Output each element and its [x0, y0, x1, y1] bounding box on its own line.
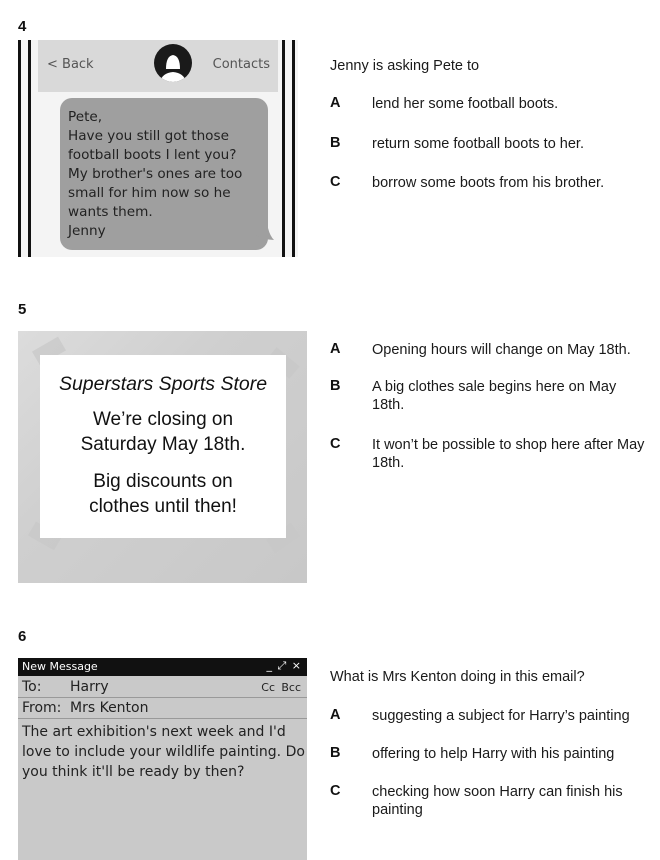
phone-frame-left: [18, 40, 21, 257]
question-number-4: 4: [18, 18, 27, 35]
q5-option-c-text: It won’t be possible to shop here after May 18th.: [372, 437, 645, 471]
question-number-5: 5: [18, 301, 27, 318]
contacts-link: Contacts: [212, 57, 270, 72]
email-cc-label: Cc: [261, 681, 275, 694]
email-window-image: [18, 658, 307, 860]
back-link: < Back: [47, 57, 94, 72]
q4-prompt: Jenny is asking Pete to: [330, 58, 480, 74]
q6-option-c-letter: C: [330, 783, 341, 799]
q6-option-a-text: suggesting a subject for Harry’s painting: [372, 708, 630, 724]
email-to-row: [18, 677, 307, 698]
q5-option-b-text: A big clothes sale begins here on May 18th.: [372, 379, 617, 413]
sign-line-4: clothes until then!: [89, 496, 237, 517]
q4-option-c-letter: C: [330, 174, 341, 190]
email-titlebar: [18, 658, 307, 676]
person-avatar-icon: [154, 44, 192, 82]
q5-option-a-letter: A: [330, 341, 341, 357]
email-body: The art exhibition's next week and I'd love to include your wildlife painting. Do you think it'll be ready by then?: [22, 724, 305, 780]
email-bcc-label: Bcc: [281, 681, 301, 694]
q6-option-b-letter: B: [330, 745, 341, 761]
email-to-value: Harry: [70, 679, 109, 695]
q4-option-b-letter: B: [330, 135, 341, 151]
email-from-row: [18, 698, 307, 719]
phone-frame-right-inner: [282, 40, 285, 257]
q4-option-b-text: return some football boots to her.: [372, 136, 584, 152]
window-controls-icon: _ ⤢ ×: [266, 659, 302, 672]
q4-option-a-text: lend her some football boots.: [372, 96, 559, 112]
bubble-tail: [254, 228, 274, 242]
phone-frame-right: [292, 40, 295, 257]
sign-line-1: We’re closing on: [92, 409, 234, 430]
q5-option-b-letter: B: [330, 378, 341, 394]
email-from-value: Mrs Kenton: [70, 700, 149, 716]
message-bubble: Pete, Have you still got those football boots I lent you? My brother's ones are too small for him now so he wants them. Jenny: [60, 98, 268, 250]
q6-option-c-text: checking how soon Harry can finish his painting: [372, 784, 623, 818]
sign-store-name: Superstars Sports Store: [58, 373, 268, 395]
q4-option-a-letter: A: [330, 95, 341, 111]
sign-card: [40, 355, 286, 538]
q4-option-c-text: borrow some boots from his brother.: [372, 175, 605, 191]
phone-header: [38, 40, 278, 92]
email-to-label: To:: [22, 679, 42, 695]
email-window-title: New Message: [22, 660, 98, 673]
phone-message-image: [18, 40, 298, 257]
question-number-6: 6: [18, 628, 27, 645]
phone-frame-left-inner: [28, 40, 31, 257]
q6-option-a-letter: A: [330, 707, 341, 723]
q5-option-a-text: Opening hours will change on May 18th.: [372, 342, 631, 358]
email-from-label: From:: [22, 700, 62, 716]
q6-option-b-text: offering to help Harry with his painting: [372, 746, 615, 762]
q6-prompt: What is Mrs Kenton doing in this email?: [330, 669, 585, 685]
q5-option-c-letter: C: [330, 436, 341, 452]
sign-line-2: Saturday May 18th.: [80, 434, 246, 455]
sign-line-3: Big discounts on: [93, 471, 233, 492]
